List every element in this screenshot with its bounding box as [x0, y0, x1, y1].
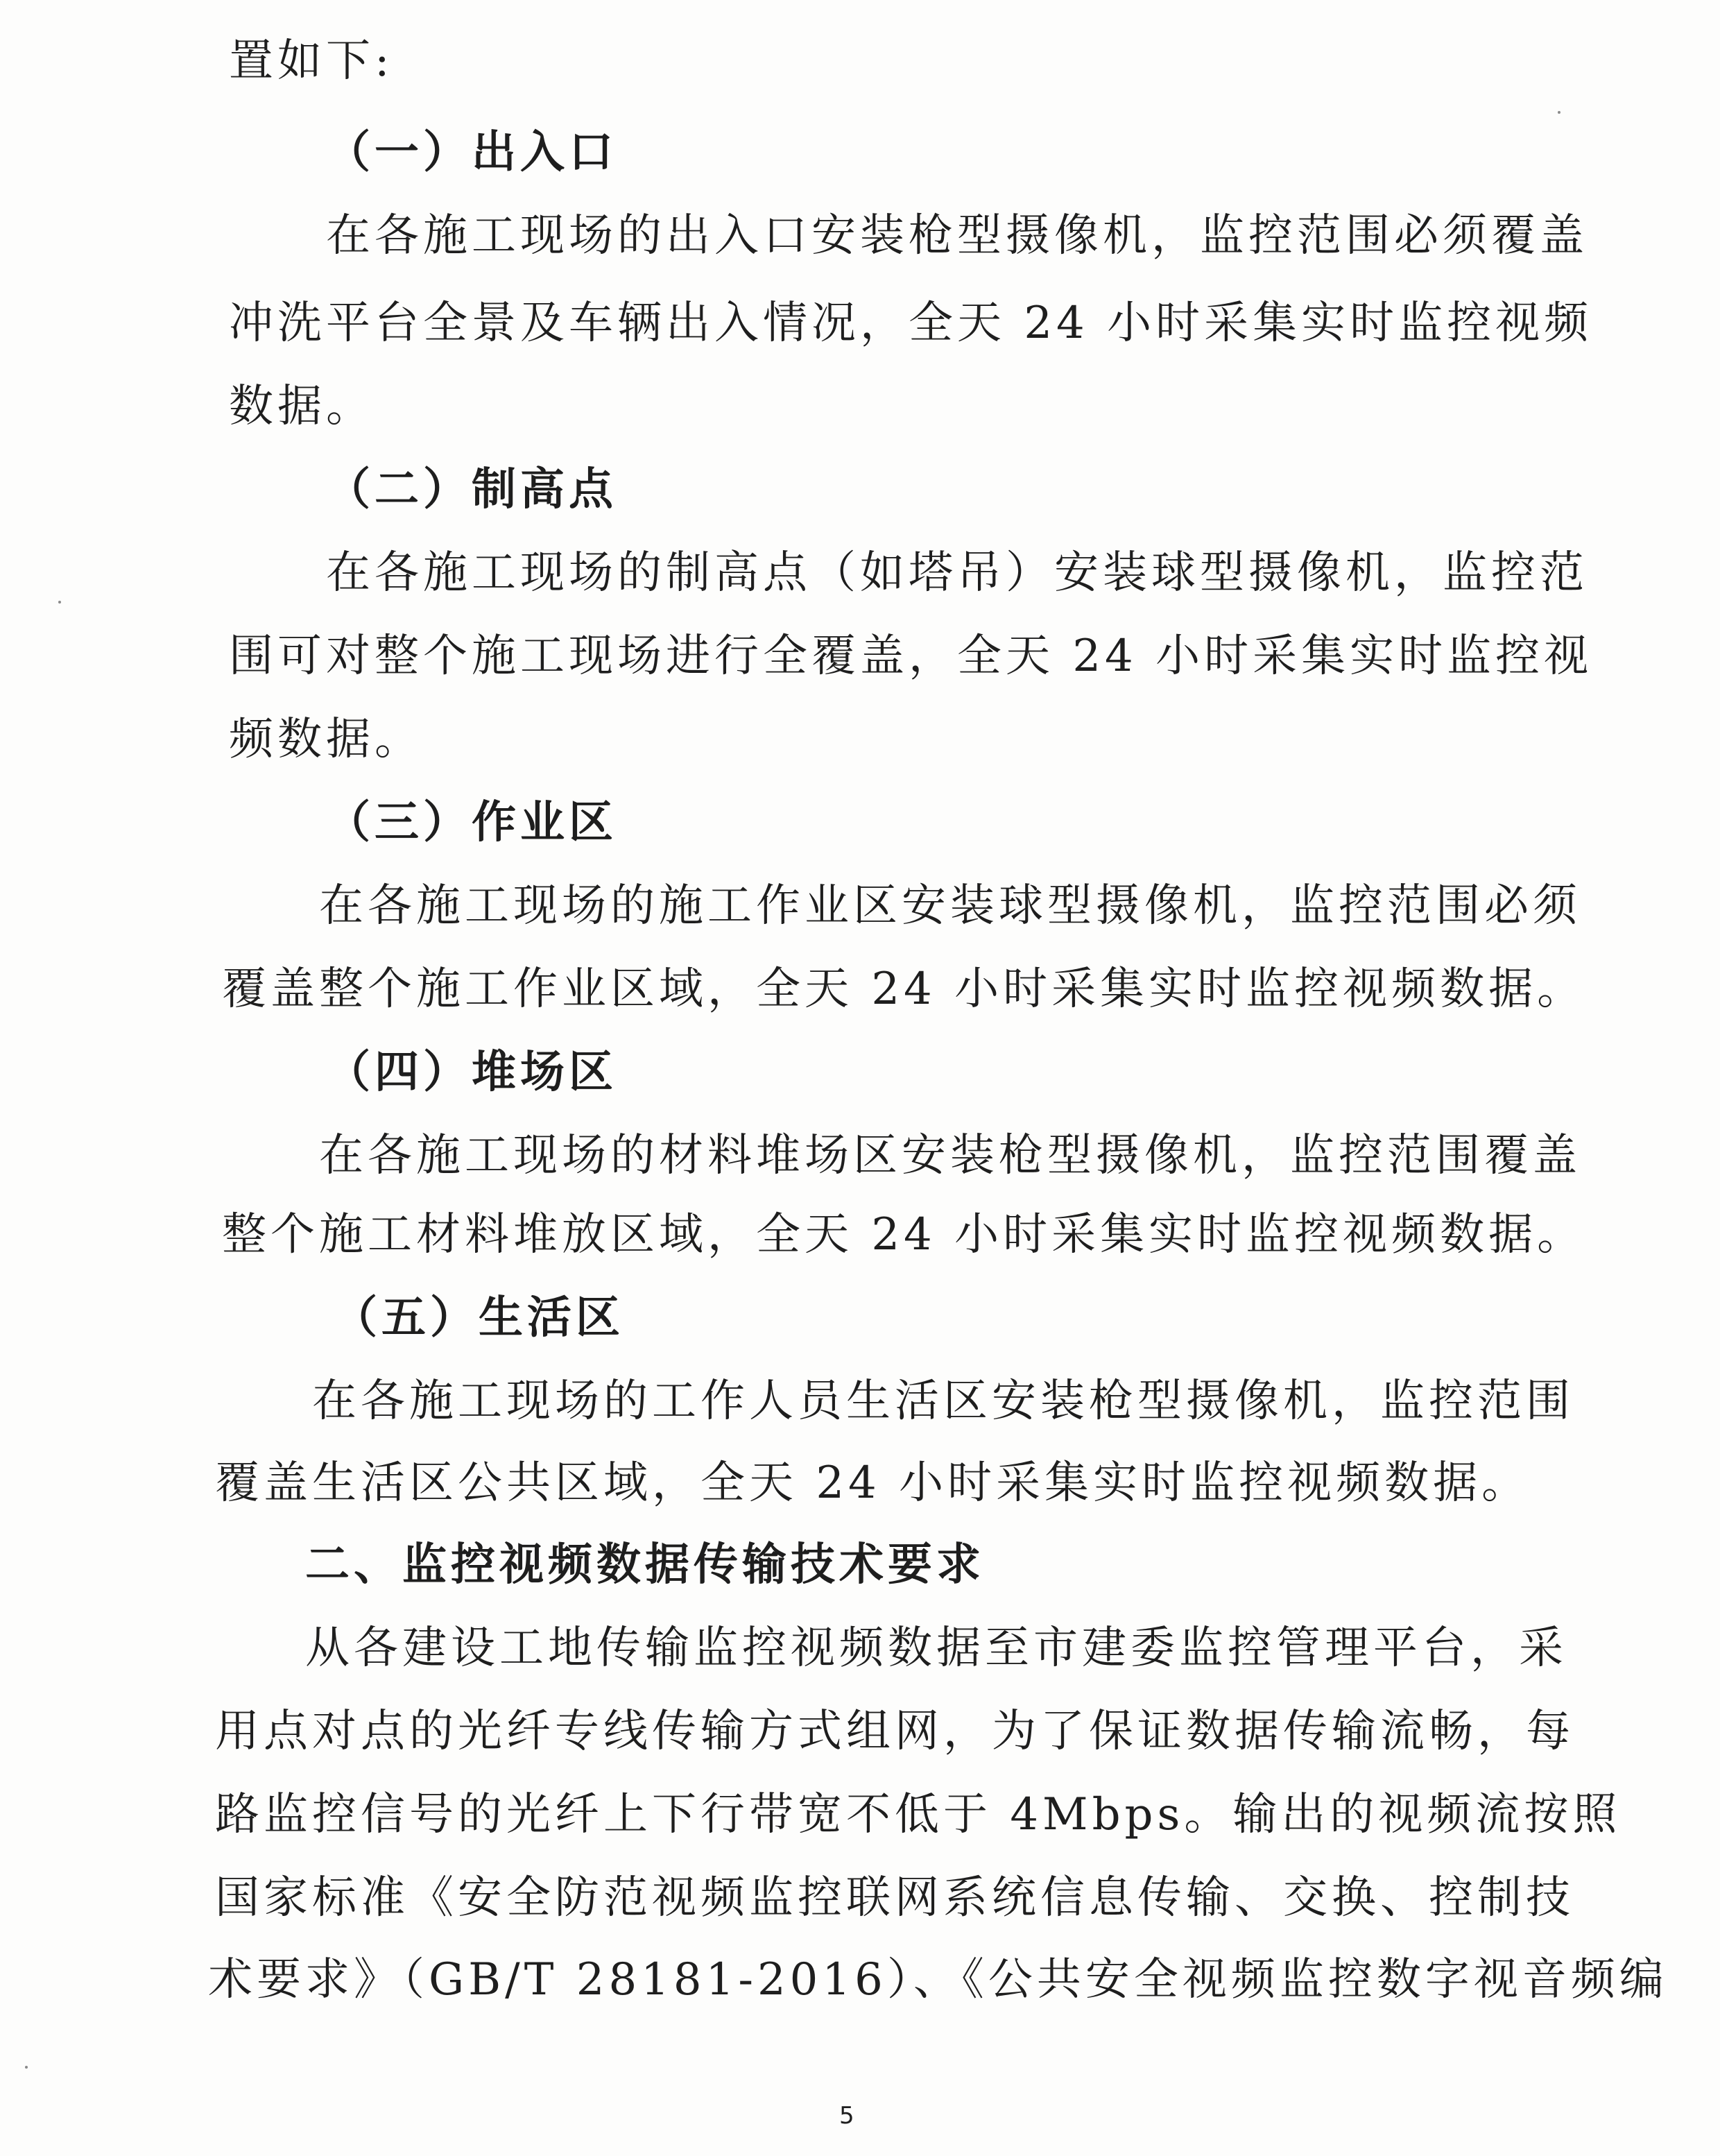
text-line-23: 国家标准《安全防范视频监控联网系统信息传输、交换、控制技: [215, 1872, 1574, 1924]
text-line-15: 整个施工材料堆放区域，全天 24 小时采集实时监控视频数据。: [222, 1209, 1586, 1260]
section-heading-storage-yard: （四）堆场区: [326, 1046, 617, 1098]
text-line-22: 路监控信号的光纤上下行带宽不低于 4Mbps。输出的视频流按照: [215, 1789, 1622, 1840]
text-line-5: 数据。: [229, 381, 375, 432]
page-number: 5: [839, 2102, 854, 2130]
scan-speck: [25, 2066, 28, 2069]
text-line-14: 在各施工现场的材料堆场区安装枪型摄像机，监控范围覆盖: [319, 1130, 1581, 1181]
section-heading-transmission-requirements: 二、监控视频数据传输技术要求: [305, 1539, 985, 1591]
scan-speck: [58, 601, 61, 604]
text-line-24: 术要求》（GB/T 28181-2016）、《公共安全视频监控数字视音频编: [208, 1954, 1668, 2005]
text-line-3: 在各施工现场的出入口安装枪型摄像机，监控范围必须覆盖: [326, 210, 1588, 262]
text-line-21: 用点对点的光纤专线传输方式组网，为了保证数据传输流畅，每: [215, 1706, 1574, 1757]
text-line-9: 频数据。: [229, 714, 423, 765]
scan-speck: [1558, 111, 1560, 114]
text-line-7: 在各施工现场的制高点（如塔吊）安装球型摄像机，监控范: [326, 547, 1588, 599]
section-heading-high-point: （二）制高点: [326, 463, 617, 515]
text-line-20: 从各建设工地传输监控视频数据至市建委监控管理平台，采: [305, 1623, 1567, 1674]
text-line-1: 置如下:: [229, 35, 394, 87]
section-heading-entrance: （一）出入口: [326, 126, 617, 178]
section-heading-living-area: （五）生活区: [333, 1292, 624, 1344]
section-heading-work-area: （三）作业区: [326, 796, 617, 848]
text-line-11: 在各施工现场的施工作业区安装球型摄像机，监控范围必须: [319, 880, 1581, 932]
text-line-8: 围可对整个施工现场进行全覆盖，全天 24 小时采集实时监控视: [229, 631, 1593, 682]
text-line-12: 覆盖整个施工作业区域，全天 24 小时采集实时监控视频数据。: [222, 964, 1586, 1015]
text-line-4: 冲洗平台全景及车辆出入情况，全天 24 小时采集实时监控视频: [229, 298, 1593, 349]
text-line-17: 在各施工现场的工作人员生活区安装枪型摄像机，监控范围: [312, 1376, 1574, 1427]
text-line-18: 覆盖生活区公共区域，全天 24 小时采集实时监控视频数据。: [215, 1457, 1531, 1509]
